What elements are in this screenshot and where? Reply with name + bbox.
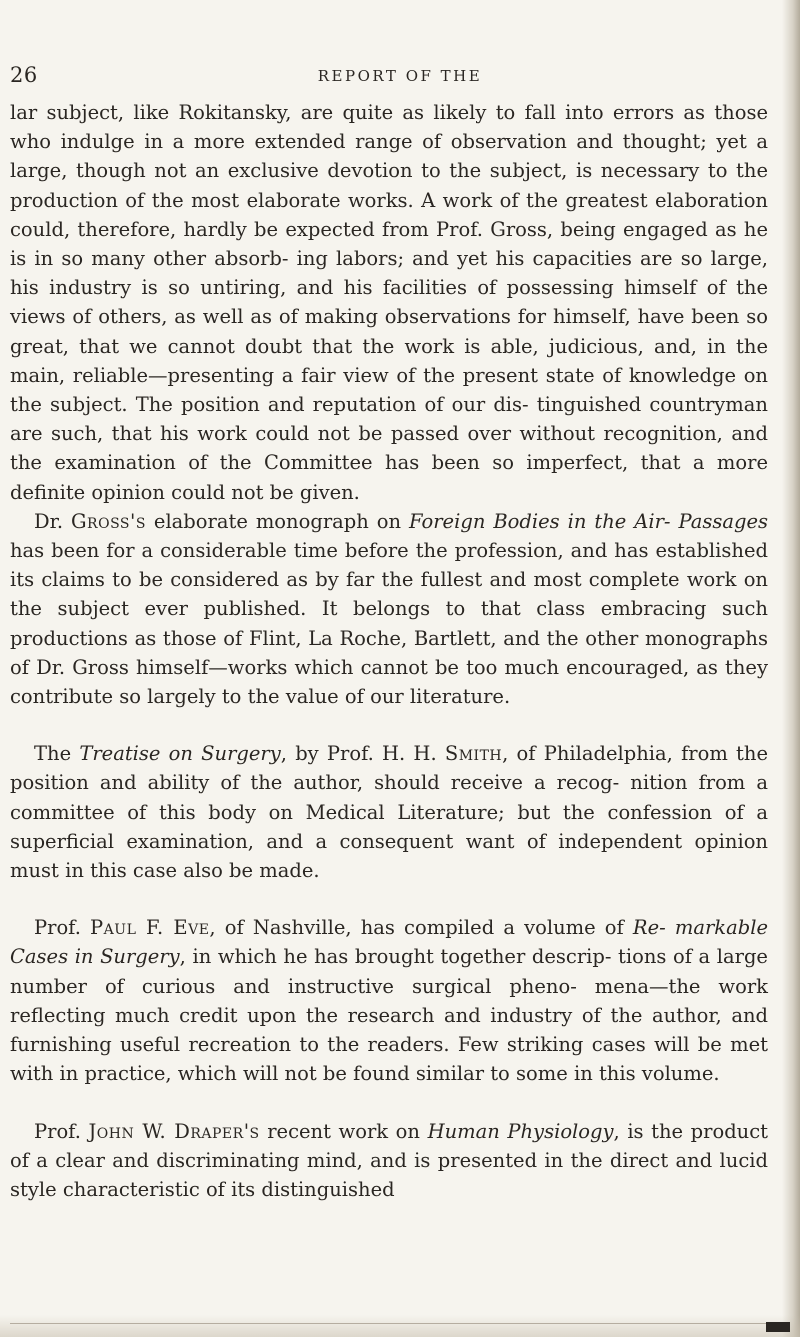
p2-book-title: Foreign Bodies in the Air- Passages (409, 509, 768, 533)
p5-post: , is the product of a clear and discriminating mind, and is presented in the direct and lucid style characteristic of its distinguished (10, 1119, 769, 1201)
p4-book-title: Re- markable Cases in Surgery (10, 916, 768, 969)
p3-mid: , by Prof. H. H. (280, 742, 445, 766)
paragraph-5 (10, 1117, 768, 1205)
body-text (10, 98, 768, 1204)
p3-author-name: Smith (444, 742, 503, 766)
page-edge-shadow (782, 0, 800, 1337)
p2-post: has been for a considerable time before the profession, and has established its claims to be considered as by far the fullest and most complete work on the subject ever published. It belongs to that class embracing such productions as those of Flint, La Roche, Bartlett, and the other monographs of Dr. Gross himself—works which cannot be too much encouraged, as they contribute so largely to the value of our literature. (10, 539, 768, 709)
p2-mid: elaborate monograph on (145, 509, 410, 533)
paragraph-3 (10, 739, 768, 885)
p5-pre: Prof. (34, 1119, 89, 1143)
page-header (0, 60, 800, 90)
p2-author-name: Gross's (70, 509, 146, 533)
running-head: REPORT OF THE (317, 67, 483, 85)
p3-post: , of Philadelphia, from the position and ability of the author, should receive a recog- nition from a committee of this body on Medical Literature; but the confession of a superficial examination, and a consequent want of independent opinion must in this case also be made. (10, 742, 768, 883)
p5-mid: recent work on (259, 1119, 428, 1143)
paragraph-2 (10, 507, 768, 711)
bottom-edge-line (10, 1323, 770, 1324)
p3-pre: The (34, 742, 80, 766)
paragraph-4 (10, 913, 768, 1088)
p4-pre: Prof. (34, 916, 91, 940)
p4-mid: , of Nashville, has compiled a volume of (209, 916, 633, 940)
page-bottom-shadow (0, 1315, 800, 1337)
corner-mark (766, 1322, 790, 1332)
page-number: 26 (10, 63, 38, 87)
p2-pre: Dr. (34, 509, 71, 533)
p5-book-title: Human Physiology (427, 1119, 614, 1143)
p4-post: , in which he has brought together descrip- tions of a large number of curious and instructive surgical pheno- mena—the work reflecting much credit upon the research and industry of the author, and furnishing useful recreation to the readers. Few striking cases will be met with in practice, which will not be found similar to some in this volume. (10, 945, 768, 1086)
p3-book-title: Treatise on Surgery (79, 742, 281, 766)
p5-author-name: John W. Draper's (88, 1119, 260, 1143)
paragraph-1: lar subject, like Rokitansky, are quite as likely to fall into errors as those who indulge in a more extended range of observation and thought; yet a large, though not an exclusive devotion to the subject, is necessary to the production of the most elaborate works. A work of the greatest elaboration could, therefore, hardly be expected from Prof. Gross, being engaged as he is in so many other absorb- ing labors; and yet his capacities are so large, his industry is so untiring, and his facilities of possessing himself of the views of others, as well as of making observations for himself, have been so great, that we cannot doubt that the work is able, judicious, and, in the main, reliable—presenting a fair view of the present state of knowledge on the subject. The position and reputation of our dis- tinguished countryman are such, that his work could not be passed over without recognition, and the examination of the Committee has been so imperfect, that a more definite opinion could not be given. (10, 101, 768, 504)
p4-author-name: Paul F. Eve (90, 916, 210, 940)
